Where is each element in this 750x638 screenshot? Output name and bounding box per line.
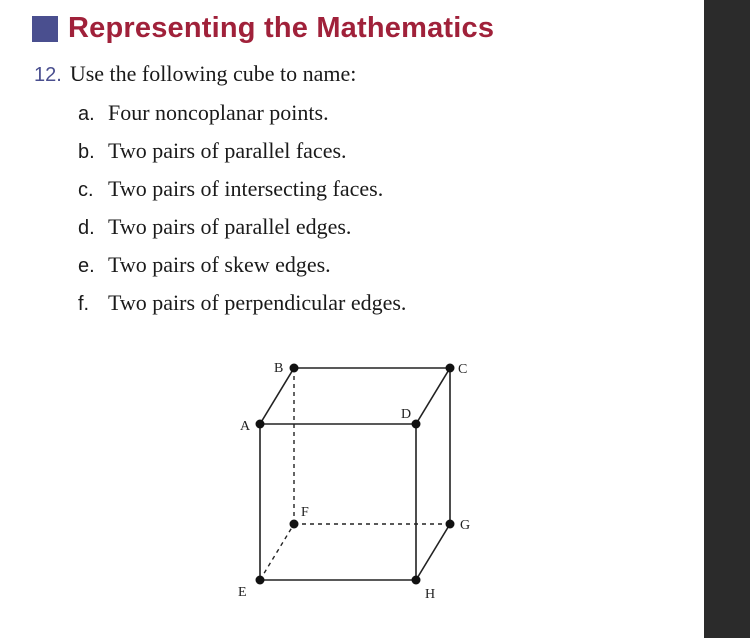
label-f: F xyxy=(301,505,309,520)
section-header xyxy=(32,12,494,45)
problem-text: Use the following cube to name: xyxy=(69,61,357,86)
item-text: Two pairs of skew edges. xyxy=(108,252,331,277)
problem-number: 12. xyxy=(34,64,62,86)
edge-dc xyxy=(416,368,450,424)
item-letter: a. xyxy=(78,103,95,125)
vertex-d xyxy=(412,420,421,429)
label-g: G xyxy=(460,518,471,533)
item-text: Two pairs of parallel edges. xyxy=(108,214,352,239)
vertex-c xyxy=(446,364,455,373)
label-h: H xyxy=(425,587,436,602)
question-list xyxy=(78,100,406,328)
cube-figure xyxy=(220,348,500,608)
item-letter: c. xyxy=(78,179,94,201)
label-b: B xyxy=(274,361,284,376)
item-letter: e. xyxy=(78,255,95,277)
edge-ab xyxy=(260,368,294,424)
question-item-c xyxy=(78,176,406,214)
item-letter: f. xyxy=(78,293,90,315)
vertex-f xyxy=(290,520,299,529)
vertex-a xyxy=(256,420,265,429)
vertex-b xyxy=(290,364,299,373)
vertex-e xyxy=(256,576,265,585)
section-title: Representing the Mathematics xyxy=(68,12,495,44)
item-text: Two pairs of perpendicular edges. xyxy=(108,290,407,315)
question-item-e xyxy=(78,252,406,290)
item-text: Two pairs of intersecting faces. xyxy=(108,176,384,201)
vertex-h xyxy=(412,576,421,585)
vertex-g xyxy=(446,520,455,529)
item-text: Two pairs of parallel faces. xyxy=(108,138,347,163)
label-e: E xyxy=(238,585,247,600)
square-bullet-icon xyxy=(32,16,58,42)
label-c: C xyxy=(458,362,468,377)
question-item-d xyxy=(78,214,406,252)
problem-prompt xyxy=(34,61,356,87)
item-text: Four noncoplanar points. xyxy=(108,100,329,125)
question-item-a xyxy=(78,100,406,138)
question-item-b xyxy=(78,138,406,176)
item-letter: b. xyxy=(78,141,95,163)
viewer-side-bar xyxy=(704,0,750,638)
edge-ef-hidden xyxy=(260,524,294,580)
item-letter: d. xyxy=(78,217,95,239)
edge-hg xyxy=(416,524,450,580)
label-a: A xyxy=(240,419,251,434)
question-item-f xyxy=(78,290,406,328)
label-d: D xyxy=(401,407,412,422)
